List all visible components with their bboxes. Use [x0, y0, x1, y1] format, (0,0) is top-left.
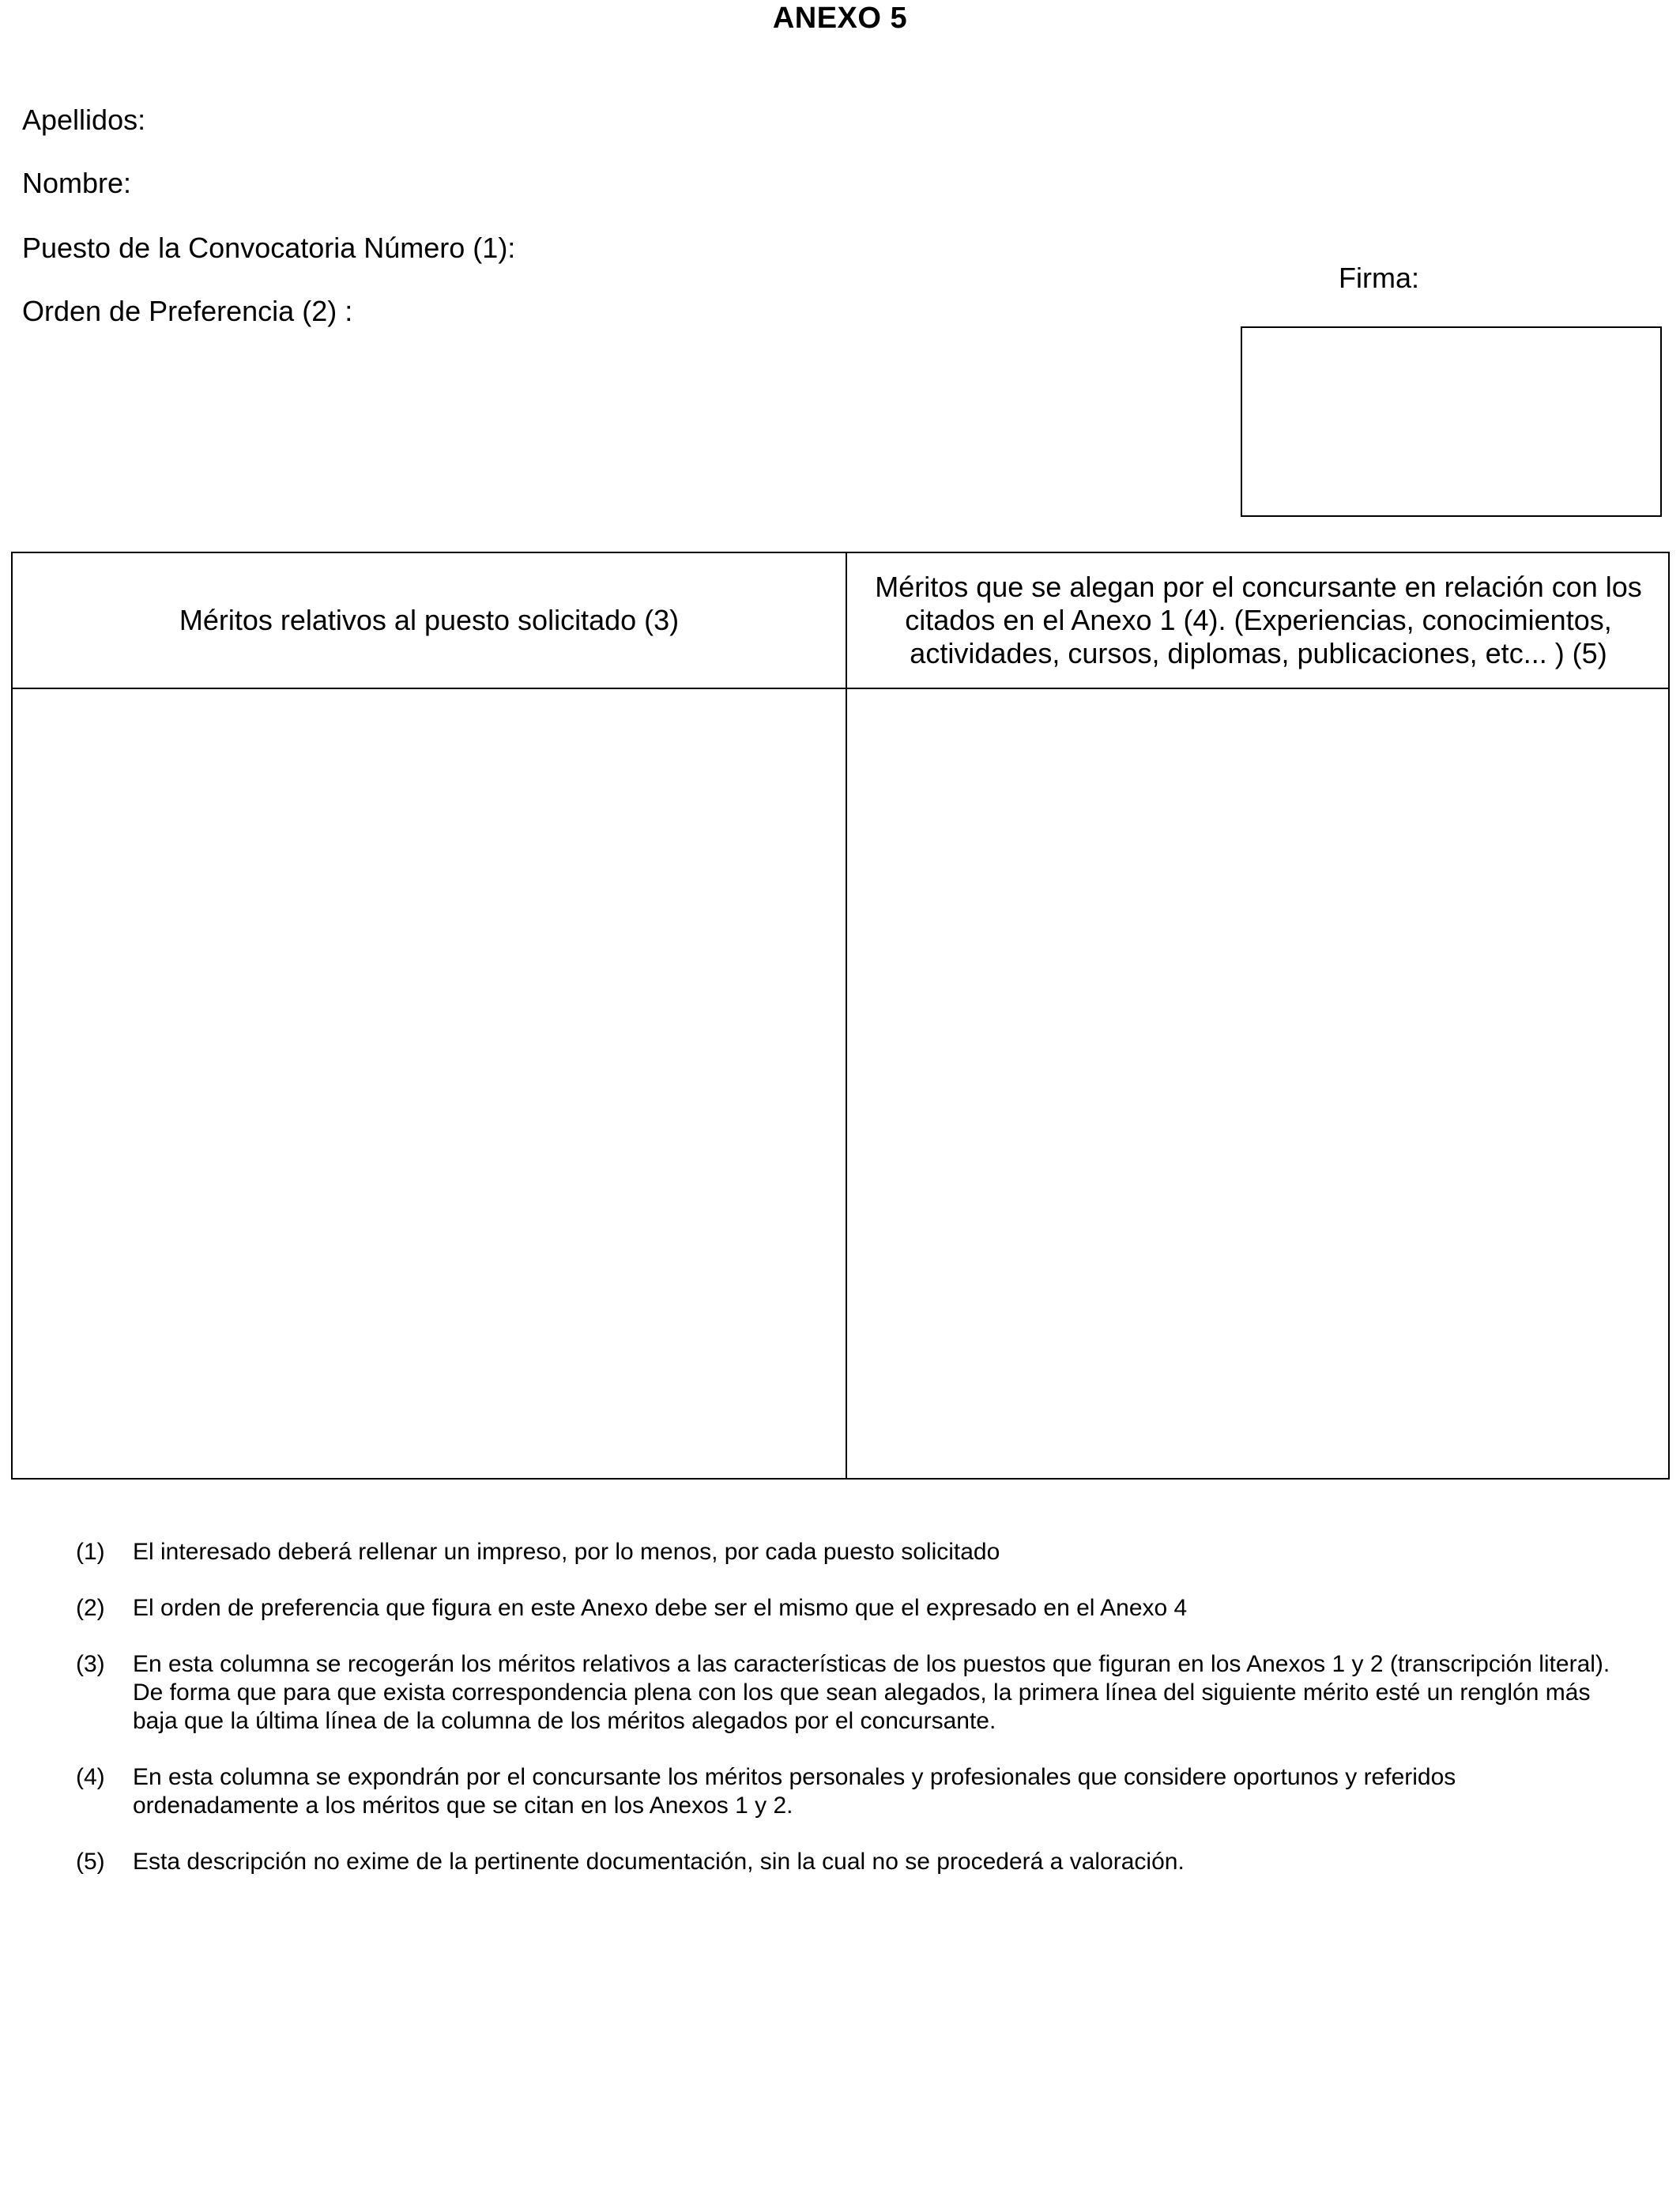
footnote-number: (3)	[76, 1651, 105, 1677]
apellidos-label: Apellidos:	[22, 104, 146, 136]
footnote-text: El interesado deberá rellenar un impreso, por lo menos, por cada puesto solicitado	[133, 1539, 1000, 1565]
footnote-number: (1)	[76, 1539, 105, 1565]
header-meritos-alegados: Méritos que se alegan por el concursante en relación con los citados en el Anexo 1 (4). (Experiencias, conocimientos, actividades, cursos, diplomas, publicaciones, etc... ) (5)	[875, 571, 1642, 669]
nombre-label: Nombre:	[22, 167, 132, 199]
meritos-puesto-cell[interactable]	[13, 689, 846, 1478]
signature-box[interactable]	[1241, 326, 1662, 517]
footnote	[76, 1650, 1625, 1736]
footnote	[76, 1594, 1625, 1623]
meritos-alegados-cell[interactable]	[847, 689, 1670, 1478]
document-title: ANEXO 5	[772, 2, 908, 35]
footnote	[76, 1848, 1625, 1876]
firma-label: Firma:	[1339, 262, 1419, 294]
footnote-number: (5)	[76, 1849, 105, 1875]
footnote-text: El orden de preferencia que figura en este Anexo debe ser el mismo que el expresado en el Anexo 4	[133, 1595, 1188, 1621]
footnotes	[76, 1538, 1625, 1904]
footnote-text: Esta descripción no exime de la pertinente documentación, sin la cual no se procederá a valoración.	[133, 1849, 1185, 1875]
footnote	[76, 1763, 1625, 1820]
merits-table	[11, 552, 1670, 1480]
header-meritos-puesto: Méritos relativos al puesto solicitado (3)	[179, 604, 680, 636]
puesto-label: Puesto de la Convocatoria Número (1):	[22, 232, 516, 264]
orden-preferencia-label: Orden de Preferencia (2) :	[22, 295, 353, 327]
footnote	[76, 1538, 1625, 1566]
footnote-number: (2)	[76, 1595, 105, 1621]
footnote-text: En esta columna se expondrán por el concursante los méritos personales y profesionales que considere oportunos y referidos ordenadamente a los méritos que se citan en los Anexos 1 y 2.	[133, 1764, 1456, 1819]
footnote-text: En esta columna se recogerán los méritos relativos a las características de los puestos que figuran en los Anexos 1 y 2 (transcripción literal). De forma que para que exista correspondencia plena con los que sean alegados, la primera línea del siguiente mérito esté un renglón más baja que la última línea de la columna de los méritos alegados por el concursante.	[133, 1651, 1610, 1734]
footnote-number: (4)	[76, 1764, 105, 1790]
